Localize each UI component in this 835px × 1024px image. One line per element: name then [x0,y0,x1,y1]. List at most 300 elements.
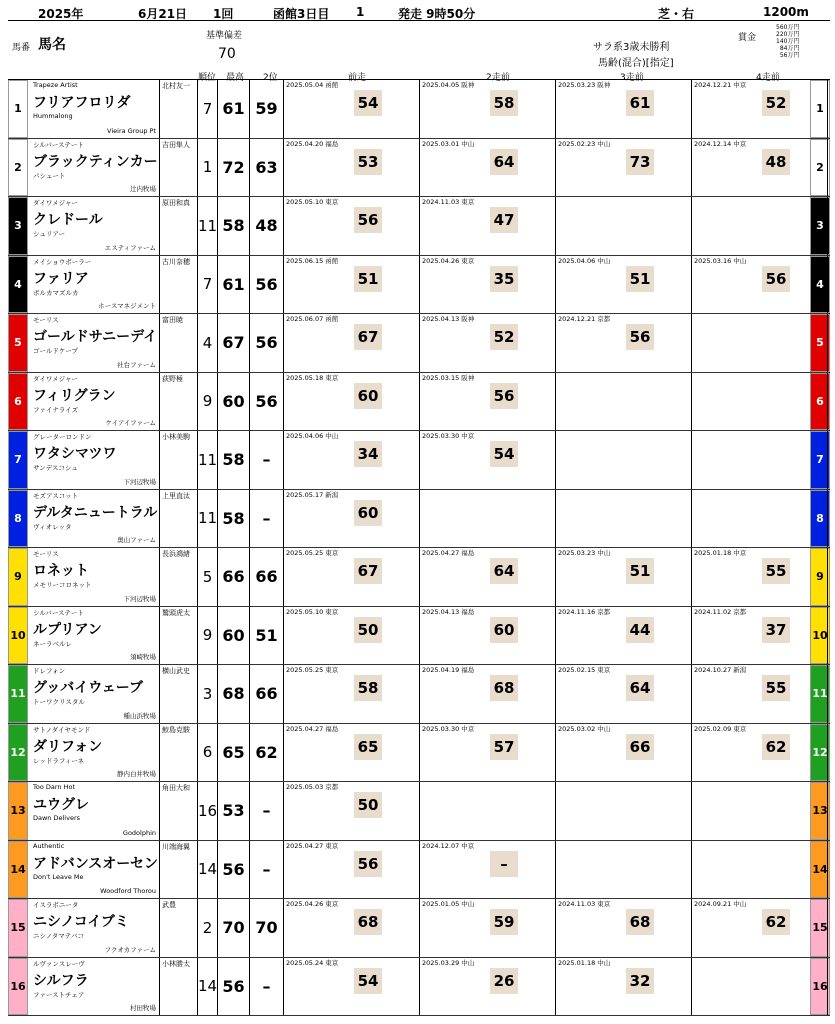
race-info: 2024.12.14 中京 [694,139,747,148]
past-race-2[interactable] [420,139,556,197]
past-race-4[interactable] [692,548,828,606]
rank-order: 16 [198,782,218,840]
col-order: 順位 [198,73,217,83]
gate-number-left: 11 [8,665,28,723]
past-race-2[interactable] [420,548,556,606]
best-score: 58 [218,197,250,255]
race-score [762,383,790,409]
col-second: 2位 [263,73,278,83]
past-race-1[interactable] [284,490,420,548]
jockey-name: 古川奈穂 [160,256,198,314]
past-race-3[interactable] [556,256,692,314]
past-race-1[interactable] [284,373,420,431]
race-info: 2025.01.18 中山 [558,958,611,967]
race-score: 51 [354,266,382,292]
race-score: 51 [626,266,654,292]
horse-name[interactable]: デルタニュートラル [33,504,158,521]
horse-dam: Hummalong [33,112,73,120]
horse-owner: 村田牧場 [130,1004,156,1012]
race-info: 2024.11.03 東京 [558,900,611,908]
race-score [762,207,790,233]
table-row[interactable] [8,80,830,139]
race-info: 2025.05.25 東京 [286,666,339,674]
race-score [626,383,654,409]
past-race-3[interactable] [556,958,692,1016]
horse-sire: メイショウボーラー [33,257,92,266]
col-best: 最高 [226,73,245,83]
race-score: 58 [490,90,518,116]
race-score: 66 [626,734,654,760]
past-race-4[interactable] [692,607,828,665]
past-race-3 [556,373,692,431]
past-race-1[interactable] [284,139,420,197]
horse-table [8,80,830,1016]
past-race-3 [556,490,692,548]
past-race-3 [556,841,692,899]
horse-name[interactable]: グッバイウェーブ [33,680,144,696]
col-prev1: 前走 [348,73,367,83]
race-score: 56 [354,207,382,233]
race-score: 60 [354,500,382,526]
horse-sire: モズアスコット [33,491,79,500]
race-round: 1回 [213,7,234,21]
horse-dam: レッドラフィーネ [33,756,85,765]
race-score [762,851,790,877]
race-score: 62 [762,734,790,760]
race-score [626,500,654,526]
race-score: 62 [762,909,790,935]
race-score: 48 [762,149,790,175]
race-info: 2025.04.19 福島 [422,666,475,674]
past-race-3[interactable] [556,314,692,372]
horse-name[interactable]: ブラックティンカー [33,153,158,170]
past-race-4 [692,197,828,255]
rank-order: 3 [198,665,218,723]
horse-name[interactable]: フィリグラン [33,387,116,404]
race-score: 68 [490,675,518,701]
jockey-name: 武豊 [160,899,198,957]
second-score: 62 [250,724,284,782]
race-info: 2025.03.29 中山 [422,958,475,967]
gate-number-right: 5 [810,314,830,372]
race-score: 54 [490,441,518,467]
race-score: 67 [354,324,382,350]
past-race-2[interactable] [420,314,556,372]
past-race-1[interactable] [284,256,420,314]
past-race-2 [420,490,556,548]
jockey-name: 北村友一 [160,80,198,138]
race-score: 64 [490,558,518,584]
race-info: 2025.04.05 阪神 [422,81,475,89]
race-info: 2025.04.27 福島 [286,724,339,733]
past-race-2[interactable] [420,197,556,255]
horse-name[interactable]: ダリフォン [33,738,103,755]
race-info: 2025.05.18 東京 [286,373,339,382]
race-start-time: 発走 9時50分 [398,7,476,21]
best-score: 58 [218,490,250,548]
race-score: 64 [490,149,518,175]
col-umaban: 馬番 [12,43,31,53]
gate-number-left: 14 [8,841,28,899]
race-info: 2025.03.30 中京 [422,432,475,440]
horse-dam: ニシノタマテバコ [33,932,84,940]
prize-list [776,24,799,59]
jockey-name: 鷲頭虎太 [160,607,198,665]
past-race-1[interactable] [284,548,420,606]
jockey-name: 荻野極 [160,373,198,431]
horse-cell[interactable] [30,607,160,665]
race-info: 2025.05.24 東京 [286,958,339,967]
race-score: 61 [626,90,654,116]
race-info: 2025.06.07 函館 [286,315,339,323]
horse-name[interactable]: ロネット [33,563,89,579]
second-score: – [250,841,284,899]
jockey-name: 角田大和 [160,782,198,840]
horse-name[interactable]: ゴールドサニーデイ [33,329,158,345]
column-header [8,22,830,83]
col-prev2: 2走前 [486,73,510,83]
best-score: 56 [218,841,250,899]
table-row[interactable] [8,665,830,724]
table-row[interactable] [8,197,830,256]
past-race-4[interactable] [692,724,828,782]
horse-cell[interactable] [30,665,160,723]
race-score: 56 [354,851,382,877]
past-race-3[interactable] [556,899,692,957]
race-info: 2025.05.10 東京 [286,198,339,206]
gate-number-left: 1 [8,80,28,138]
gate-number-right: 11 [810,665,830,723]
horse-cell[interactable] [30,841,160,899]
race-info: 2025.02.23 中山 [558,139,611,148]
horse-name[interactable]: ワタシマツワ [33,446,117,462]
past-race-4 [692,314,828,372]
past-race-1[interactable] [284,899,420,957]
race-score [762,500,790,526]
horse-cell[interactable] [30,724,160,782]
gate-number-left: 3 [8,197,28,255]
table-row[interactable] [8,899,830,958]
race-info: 2025.05.03 京都 [286,783,339,791]
horse-dam: ネーラベルレ [33,639,72,648]
past-race-3[interactable] [556,80,692,138]
race-condition: 馬齢(混合)[指定] [598,58,674,69]
gate-number-right: 14 [810,841,830,899]
horse-sire: Trapeze Artist [33,81,78,89]
horse-name[interactable]: ニシノコイブミ [33,914,129,930]
past-race-1[interactable] [284,724,420,782]
col-prev3: 3走前 [620,73,644,83]
race-info: 2025.04.26 東京 [422,256,475,265]
race-header [8,4,830,21]
past-race-1[interactable] [284,80,420,138]
horse-dam: パシュート [33,171,66,180]
past-race-2[interactable] [420,607,556,665]
horse-cell[interactable] [30,899,160,957]
gate-number-left: 12 [8,724,28,782]
horse-owner: 須崎牧場 [130,653,156,661]
jockey-name: 富田暁 [160,314,198,372]
table-row[interactable] [8,256,830,315]
jockey-name: 原田和真 [160,197,198,255]
jockey-name: 小林美駒 [160,431,198,489]
race-score: 55 [762,675,790,701]
past-race-4 [692,782,828,840]
table-row[interactable] [8,607,830,666]
race-score [626,441,654,467]
rank-order: 7 [198,256,218,314]
second-score: 48 [250,197,284,255]
race-score: 56 [490,383,518,409]
table-row[interactable] [8,841,830,900]
horse-name[interactable]: シルフラ [33,972,89,989]
past-race-1[interactable] [284,782,420,840]
race-info: 2024.10.27 新潟 [694,666,747,674]
gate-number-left: 15 [8,899,28,957]
prize-label: 賞金 [738,33,757,43]
past-race-1[interactable] [284,958,420,1016]
table-row[interactable] [8,958,830,1017]
jockey-name: 小林勝太 [160,958,198,1016]
past-race-2[interactable] [420,431,556,489]
race-score: 59 [490,909,518,935]
race-score [626,792,654,818]
race-score: 37 [762,617,790,643]
table-row[interactable] [8,431,830,490]
gate-number-right: 15 [810,899,830,957]
race-info: 2024.12.21 京都 [558,315,611,323]
best-score: 61 [218,80,250,138]
horse-owner: エスティファーム [104,243,156,252]
past-race-3[interactable] [556,607,692,665]
horse-owner: 下河辺牧場 [123,594,156,603]
race-info: 2024.11.02 京都 [694,607,747,616]
second-score: – [250,490,284,548]
rank-order: 9 [198,607,218,665]
race-score [490,500,518,526]
past-race-1[interactable] [284,841,420,899]
past-race-3 [556,197,692,255]
race-info: 2025.02.09 東京 [694,724,747,733]
race-class: サラ系3歳未勝利 [593,42,670,53]
race-date: 6月21日 [138,7,188,21]
horse-dam: サンデスコシュ [33,464,78,472]
horse-dam: Dawn Delivers [33,814,81,822]
prize-1: 560万円 [776,24,800,31]
horse-name[interactable]: クレドール [33,212,103,228]
race-score [626,851,654,877]
past-race-1[interactable] [284,607,420,665]
gate-number-left: 6 [8,373,28,431]
race-score [762,968,790,994]
best-score: 66 [218,548,250,606]
race-score: 53 [354,149,382,175]
race-info: 2025.04.06 中山 [286,432,339,440]
gate-number-right: 16 [810,958,830,1016]
gate-number-right: 13 [810,782,830,840]
prize-4: 84万円 [779,45,800,52]
race-info: 2025.02.15 東京 [558,666,611,674]
second-score: 63 [250,139,284,197]
past-race-2[interactable] [420,841,556,899]
rank-order: 2 [198,899,218,957]
jockey-name: 長浜鴻緒 [160,548,198,606]
race-score: 50 [354,792,382,818]
best-score: 70 [218,899,250,957]
table-row[interactable] [8,373,830,432]
past-race-2[interactable] [420,724,556,782]
past-race-2[interactable] [420,665,556,723]
race-info: 2025.05.04 函館 [286,81,339,89]
gate-number-right: 6 [810,373,830,431]
rank-order: 14 [198,958,218,1016]
past-race-2[interactable] [420,958,556,1016]
table-row[interactable] [8,724,830,783]
race-score: 73 [626,149,654,175]
best-score: 53 [218,782,250,840]
race-score: 54 [354,968,382,994]
gate-number-left: 9 [8,548,28,606]
horse-sire: サトノダイヤモンド [33,725,91,734]
past-race-4[interactable] [692,899,828,957]
race-info: 2025.03.30 中京 [422,724,475,733]
horse-name[interactable]: フリアフロリダ [33,95,131,111]
gate-number-left: 16 [8,958,28,1016]
horse-owner: 種山浜牧場 [123,711,156,720]
horse-sire: ドレフォン [33,667,66,675]
horse-cell[interactable] [30,314,160,372]
race-info: 2025.03.23 阪神 [558,81,611,89]
past-race-1[interactable] [284,665,420,723]
race-info: 2025.05.10 東京 [286,607,339,616]
horse-owner: 下河辺牧場 [123,477,156,486]
past-race-3[interactable] [556,665,692,723]
gate-number-right: 1 [810,80,830,138]
second-score: 59 [250,80,284,138]
gate-number-left: 5 [8,314,28,372]
second-score: 66 [250,665,284,723]
horse-sire: グレーターロンドン [33,433,92,441]
col-prev4: 4走前 [756,73,780,83]
race-score: 57 [490,734,518,760]
past-race-1[interactable] [284,431,420,489]
past-race-3[interactable] [556,548,692,606]
table-row[interactable] [8,314,830,373]
race-score: 64 [626,675,654,701]
col-kijun-value: 70 [218,46,236,62]
gate-number-right: 7 [810,431,830,489]
horse-sire: シルバーステート [33,140,84,149]
horse-cell[interactable] [30,373,160,431]
jockey-name: 吉田隼人 [160,139,198,197]
past-race-1[interactable] [284,197,420,255]
past-race-2[interactable] [420,256,556,314]
second-score: – [250,431,284,489]
past-race-4 [692,431,828,489]
horse-owner: 奥山ファーム [117,536,156,544]
race-info: 2025.03.02 中山 [558,724,611,733]
horse-sire: ルヴァンスレーヴ [33,959,85,968]
past-race-4[interactable] [692,139,828,197]
best-score: 67 [218,314,250,372]
past-race-3[interactable] [556,724,692,782]
rank-order: 6 [198,724,218,782]
past-race-4 [692,958,828,1016]
race-score: 68 [626,909,654,935]
table-row[interactable] [8,490,830,549]
race-info: 2025.04.27 福島 [422,549,475,557]
race-score: 58 [354,675,382,701]
second-score: 56 [250,314,284,372]
horse-cell[interactable] [30,197,160,255]
horse-cell[interactable] [30,256,160,314]
second-score: – [250,782,284,840]
horse-cell[interactable] [30,80,160,138]
horse-cell[interactable] [30,548,160,606]
horse-name[interactable]: ルプリアン [33,621,102,638]
horse-cell[interactable] [30,490,160,548]
jockey-name: 川端海翼 [160,841,198,899]
best-score: 61 [218,256,250,314]
gate-number-right: 8 [810,490,830,548]
race-score: 55 [762,558,790,584]
horse-cell[interactable] [30,139,160,197]
jockey-name: 上里直汰 [160,490,198,548]
horse-cell[interactable] [30,958,160,1016]
horse-name[interactable]: ユウグレ [33,797,89,813]
horse-dam: Don't Leave Me [33,872,84,881]
race-number: 1 [356,5,365,19]
past-race-4[interactable] [692,665,828,723]
table-row[interactable] [8,782,830,841]
horse-sire: モーリス [33,316,59,324]
race-info: 2025.03.15 阪神 [422,373,475,382]
best-score: 65 [218,724,250,782]
race-info: 2025.05.17 新潟 [286,490,339,499]
horse-owner: ケイアイファーム [105,419,156,427]
race-score: 68 [354,909,382,935]
horse-name[interactable]: ファリア [33,270,89,287]
race-score: 65 [354,734,382,760]
horse-name[interactable]: アドバンスオーセン [33,855,159,872]
race-score: 60 [490,617,518,643]
table-row[interactable] [8,139,830,198]
past-race-2[interactable] [420,80,556,138]
horse-cell[interactable] [30,782,160,840]
race-score: 26 [490,968,518,994]
past-race-1[interactable] [284,314,420,372]
past-race-2[interactable] [420,899,556,957]
race-info: 2025.04.27 東京 [286,841,339,850]
race-score: 51 [626,558,654,584]
second-score: 56 [250,256,284,314]
past-race-3[interactable] [556,139,692,197]
rank-order: 5 [198,548,218,606]
past-race-2[interactable] [420,373,556,431]
prize-3: 140万円 [776,38,800,45]
horse-sire: モーリス [33,550,59,558]
gate-number-left: 13 [8,782,28,840]
race-score: 56 [626,324,654,350]
second-score: – [250,958,284,1016]
table-row[interactable] [8,548,830,607]
gate-number-left: 2 [8,139,28,197]
past-race-4[interactable] [692,80,828,138]
horse-cell[interactable] [30,431,160,489]
gate-number-right: 3 [810,197,830,255]
past-race-4[interactable] [692,256,828,314]
race-score: 56 [762,266,790,292]
